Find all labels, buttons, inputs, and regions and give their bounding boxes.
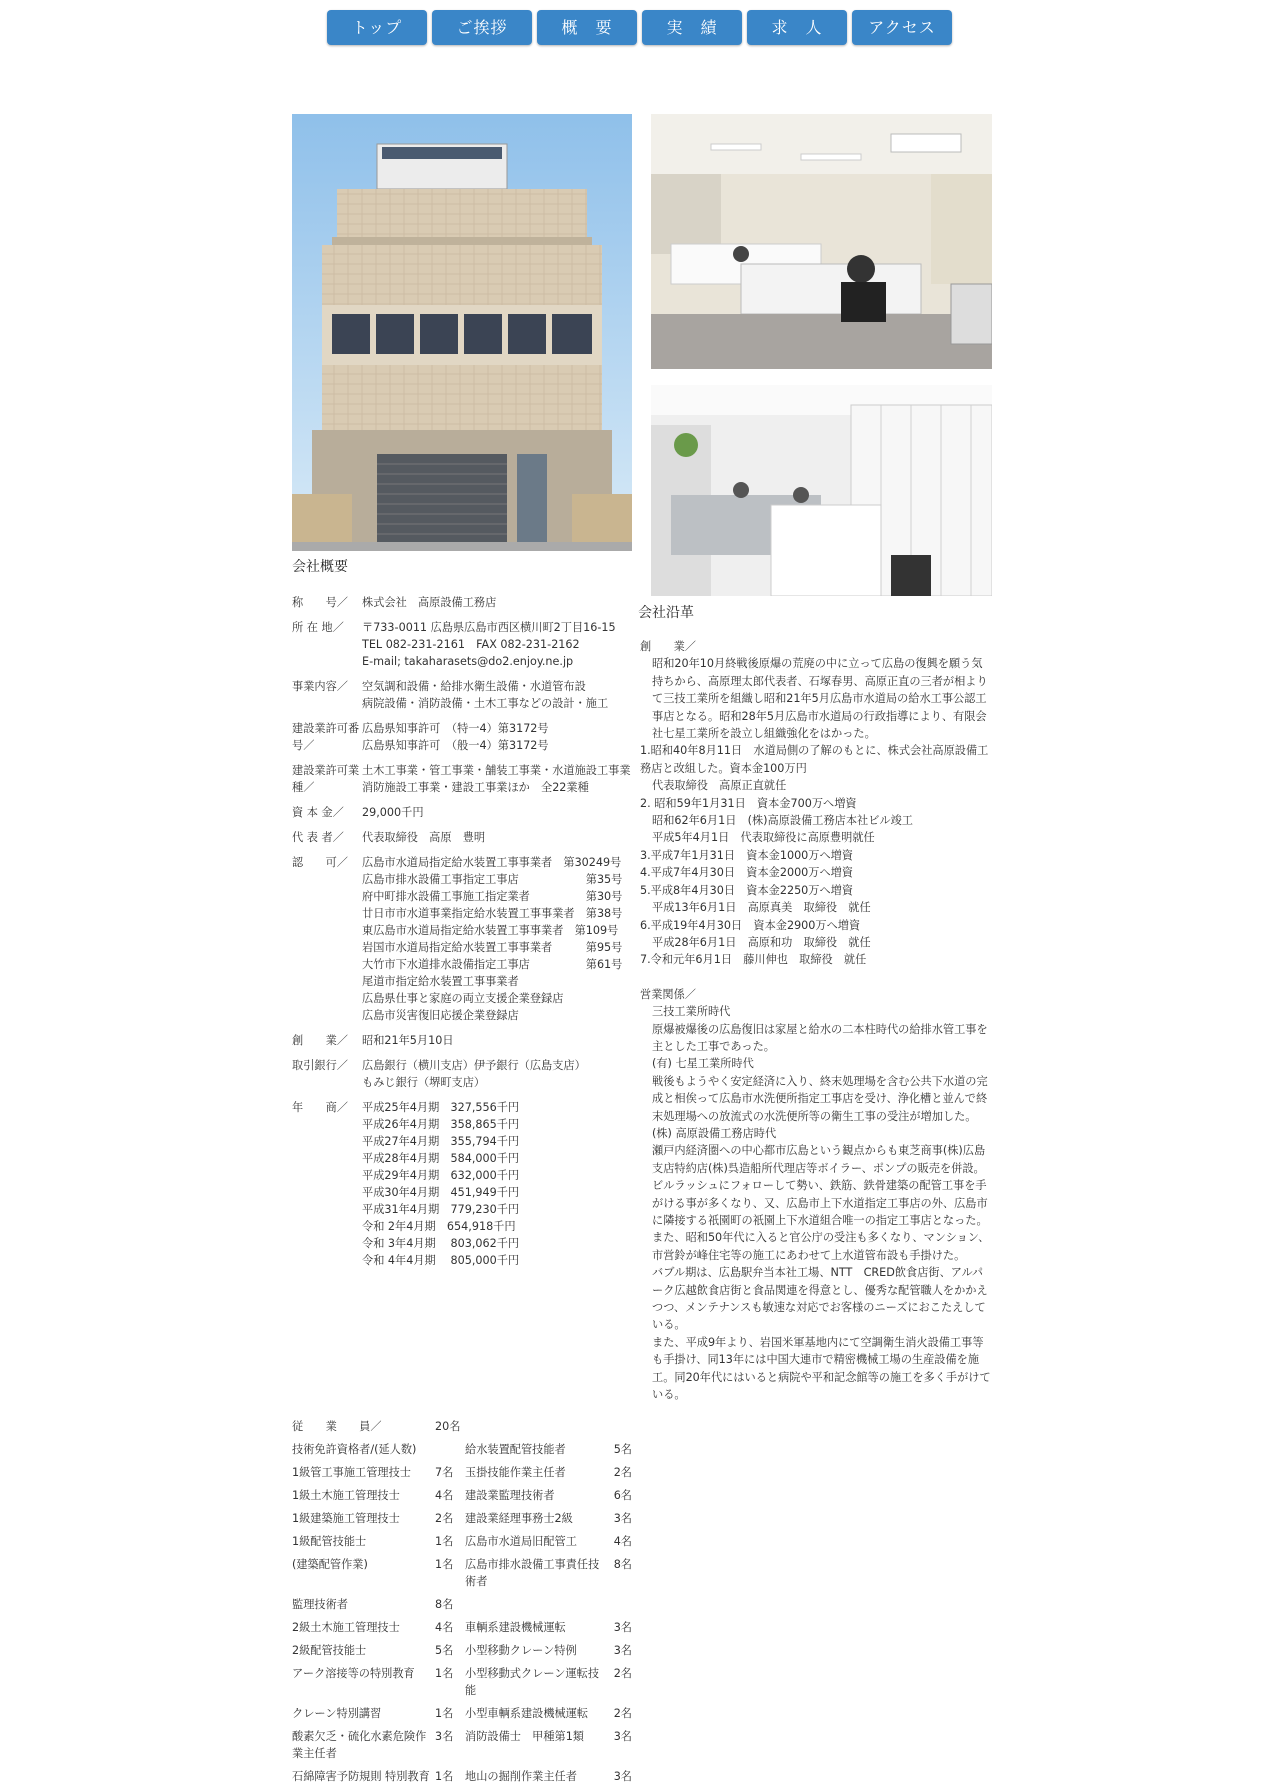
profile-value-line: 平成25年4月期 327,556千円 xyxy=(362,1101,520,1114)
employee-cell-d: 3名 xyxy=(613,1644,632,1657)
history-line: また、平成9年より、岩国米軍基地内にて空調衛生消火設備工事等も手掛け、同13年には中国大連市で精密機械工場の生産設備を施工。同20年代にはいると病院や平和記念館等の施工を多く手がけている。 xyxy=(652,1335,991,1402)
employee-row xyxy=(292,1619,632,1636)
profile-row xyxy=(292,1032,632,1049)
history-line: 営業関係／ xyxy=(640,987,696,1001)
employee-cell-a: クレーン特別講習 xyxy=(292,1707,382,1720)
profile-row xyxy=(292,1099,632,1269)
history-line: 4.平成7年4月30日 資本金2000万へ増資 xyxy=(640,866,854,880)
building-photo xyxy=(292,114,632,551)
profile-value-line: 土木工事業・管工事業・舗装工事業・水道施設工事業 xyxy=(362,764,631,777)
employee-cell-c: 小型移動クレーン特例 xyxy=(465,1644,577,1657)
history-line: 平成28年6月1日 高原和功 取締役 就任 xyxy=(652,935,871,949)
profile-value-line: 広島市排水設備工事指定工事店 第35号 xyxy=(362,873,623,886)
employee-cell-c: 小型車輌系建設機械運転 xyxy=(465,1707,589,1720)
profile-value-line: 29,000千円 xyxy=(362,806,424,819)
profile-value-line: 平成28年4月期 584,000千円 xyxy=(362,1152,520,1165)
profile-value-line: 〒733-0011 広島県広島市西区横川町2丁目16-15 xyxy=(362,621,616,634)
employee-cell-c: 給水装置配管技能者 xyxy=(465,1443,566,1456)
nav-access[interactable]: アクセス xyxy=(852,10,952,45)
employee-cell-a: 2級土木施工管理技士 xyxy=(292,1621,400,1634)
employee-cell-c: 広島市水道局旧配管工 xyxy=(465,1535,577,1548)
history-line: 3.平成7年1月31日 資本金1000万へ増資 xyxy=(640,848,854,862)
employee-row xyxy=(292,1510,632,1527)
employee-cell-c: 地山の掘削作業主任者 xyxy=(465,1770,577,1783)
profile-value xyxy=(362,804,632,821)
profile-value-line: 廿日市市水道事業指定給水装置工事事業者 第38号 xyxy=(362,907,623,920)
profile-value-line: E-mail; takaharasets@do2.enjoy.ne.jp xyxy=(362,655,574,668)
profile-label: 資 本 金／ xyxy=(292,806,344,819)
profile-label: 取引銀行／ xyxy=(292,1059,348,1072)
profile-value-line: 大竹市下水道排水設備指定工事店 第61号 xyxy=(362,958,623,971)
employee-cell-d: 2名 xyxy=(613,1707,632,1720)
employee-row xyxy=(292,1441,632,1458)
employee-cell-b: 1名 xyxy=(435,1707,454,1720)
employee-cell-c: 小型移動式クレーン運転技能 xyxy=(465,1667,600,1697)
employee-cell-d: 5名 xyxy=(613,1443,632,1456)
profile-value xyxy=(362,678,632,712)
history-line: バブル期は、広島駅弁当本社工場、NTT CRED飲食店街、アルパーク広越飲食店街と食品関連を得意とし、優秀な配管職人をかかえつつ、メンテナンスも敏速な対応でお客様のニーズにおこたえしている。 xyxy=(652,1266,988,1332)
employee-row xyxy=(292,1665,632,1699)
employee-cell-a: 1級建築施工管理技士 xyxy=(292,1512,400,1525)
office-photo-2 xyxy=(651,385,992,596)
profile-value xyxy=(362,1099,632,1269)
nav-greeting[interactable]: ご挨拶 xyxy=(432,10,532,45)
employee-cell-d: 2名 xyxy=(613,1667,632,1680)
employee-cell-b: 5名 xyxy=(435,1644,454,1657)
history-line: 6.平成19年4月30日 資本金2900万へ増資 xyxy=(640,918,861,932)
nav-top[interactable]: トップ xyxy=(327,10,427,45)
profile-row xyxy=(292,829,632,846)
company-profile-title: 会社概要 xyxy=(292,559,348,575)
profile-value xyxy=(362,594,632,611)
history-line: 三技工業所時代 xyxy=(652,1005,731,1019)
profile-row xyxy=(292,854,632,1024)
profile-value-line: 昭和21年5月10日 xyxy=(362,1034,454,1047)
employee-header xyxy=(292,1418,632,1435)
employee-count: 20名 xyxy=(435,1420,461,1433)
profile-value-line: 平成31年4月期 779,230千円 xyxy=(362,1203,520,1216)
profile-value-line: 平成30年4月期 451,949千円 xyxy=(362,1186,520,1199)
profile-value xyxy=(362,829,632,846)
profile-value-line: 東広島市水道局指定給水装置工事事業者 第109号 xyxy=(362,924,619,937)
history-line: 2. 昭和59年1月31日 資本金700万へ増資 xyxy=(640,796,857,810)
employee-cell-a: 2級配管技能士 xyxy=(292,1644,367,1657)
profile-value-line: 広島県知事許可 （特一4）第3172号 xyxy=(362,722,549,735)
employee-cell-a: 技術免許資格者/(延人数) xyxy=(292,1443,417,1456)
profile-value xyxy=(362,762,632,796)
employee-cell-a: 1級管工事施工管理技士 xyxy=(292,1466,411,1479)
employee-cell-b: 1名 xyxy=(435,1667,454,1680)
employee-cell-a: 石綿障害予防規則 特別教育 xyxy=(292,1770,430,1783)
nav-overview[interactable]: 概 要 xyxy=(537,10,637,45)
company-history-title: 会社沿革 xyxy=(638,605,694,621)
employee-cell-a: 1級土木施工管理技士 xyxy=(292,1489,400,1502)
profile-label: 創 業／ xyxy=(292,1034,348,1047)
profile-row xyxy=(292,619,632,670)
history-line: 5.平成8年4月30日 資本金2250万へ増資 xyxy=(640,883,854,897)
profile-label: 代 表 者／ xyxy=(292,831,344,844)
profile-value-line: 岩国市水道局指定給水装置工事事業者 第95号 xyxy=(362,941,623,954)
history-line: 昭和20年10月終戦後原爆の荒廃の中に立って広島の復興を願う気持ちから、高原理太郎代表者、石塚春男、高原正直の三者が相よりて三技工業所を組織し昭和21年5月広島市水道局の給水工事公認工事店となる。昭和28年5月広島市水道局の行政指導により、有限会社七星工業所を設立し組織強化をはかった。 xyxy=(652,657,988,741)
history-line: 戦後もようやく安定経済に入り、終末処理場を含む公共下水道の完成と相俟って広島市水洗便所指定工事店を受け、浄化槽と並んで終末処理場への放流式の水洗便所等の衛生工事の受注が増加した。 xyxy=(652,1074,988,1123)
profile-value-line: 空気調和設備・給排水衛生設備・水道管布設 xyxy=(362,680,586,693)
profile-value-line: 広島県仕事と家庭の両立支援企業登録店 xyxy=(362,992,564,1005)
nav-recruit[interactable]: 求 人 xyxy=(747,10,847,45)
company-history-text xyxy=(640,638,992,1403)
employee-cell-b: 8名 xyxy=(435,1598,454,1611)
employee-cell-c: 車輌系建設機械運転 xyxy=(465,1621,566,1634)
employee-cell-a: 酸素欠乏・硫化水素危険作業主任者 xyxy=(292,1730,427,1760)
employee-cell-d: 3名 xyxy=(613,1512,632,1525)
profile-value-line: 尾道市指定給水装置工事事業者 xyxy=(362,975,519,988)
profile-label: 建設業許可番号／ xyxy=(292,722,360,752)
profile-value-line: TEL 082-231-2161 FAX 082-231-2162 xyxy=(362,638,580,651)
history-line xyxy=(640,969,992,986)
profile-row xyxy=(292,720,632,754)
employee-row xyxy=(292,1533,632,1550)
employee-row xyxy=(292,1464,632,1481)
employee-cell-b: 1名 xyxy=(435,1558,454,1571)
profile-label: 事業内容／ xyxy=(292,680,348,693)
employee-cell-b: 4名 xyxy=(435,1621,454,1634)
employee-cell-b xyxy=(435,1441,465,1458)
employee-table xyxy=(292,1418,632,1791)
history-line: 昭和62年6月1日 (株)高原設備工務店本社ビル竣工 xyxy=(652,814,913,828)
main-nav xyxy=(327,10,952,45)
profile-row xyxy=(292,1057,632,1091)
employee-cell-b: 1名 xyxy=(435,1770,454,1783)
employee-cell-a: 1級配管技能士 xyxy=(292,1535,367,1548)
employee-row xyxy=(292,1642,632,1659)
profile-value xyxy=(362,1032,632,1049)
profile-value xyxy=(362,720,632,754)
profile-value-line: 代表取締役 高原 豊明 xyxy=(362,831,486,844)
profile-row xyxy=(292,594,632,611)
employee-cell-c: 玉掛技能作業主任者 xyxy=(465,1466,566,1479)
employee-row xyxy=(292,1705,632,1722)
nav-results[interactable]: 実 績 xyxy=(642,10,742,45)
profile-value-line: 府中町排水設備工事施工指定業者 第30号 xyxy=(362,890,623,903)
employee-cell-a: (建築配管作業) xyxy=(292,1558,368,1571)
profile-value-line: 広島県知事許可 （般一4）第3172号 xyxy=(362,739,549,752)
profile-label: 建設業許可業種／ xyxy=(292,764,360,794)
profile-row xyxy=(292,804,632,821)
employee-row xyxy=(292,1768,632,1785)
history-line: 1.昭和40年8月11日 水道局側の了解のもとに、株式会社高原設備工務店と改組した。資本金100万円 xyxy=(640,744,989,775)
employee-cell-d: 3名 xyxy=(613,1621,632,1634)
profile-value-line: もみじ銀行（堺町支店） xyxy=(362,1076,486,1089)
employee-cell-a: アーク溶接等の特別教育 xyxy=(292,1667,415,1680)
profile-value-line: 広島市水道局指定給水装置工事事業者 第30249号 xyxy=(362,856,622,869)
employee-cell-c: 広島市排水設備工事責任技術者 xyxy=(465,1558,600,1588)
profile-value-line: 令和 3年4月期 803,062千円 xyxy=(362,1237,520,1250)
history-line: 平成13年6月1日 高原真美 取締役 就任 xyxy=(652,901,871,915)
employee-cell-d: 6名 xyxy=(613,1489,632,1502)
employee-cell-b: 1名 xyxy=(435,1535,454,1548)
profile-row xyxy=(292,678,632,712)
employee-label: 従 業 員／ xyxy=(292,1420,382,1433)
company-profile-list xyxy=(292,594,632,1277)
profile-value-line: 平成27年4月期 355,794千円 xyxy=(362,1135,520,1148)
employee-row xyxy=(292,1728,632,1762)
employee-cell-d xyxy=(608,1596,632,1613)
office-photo-1 xyxy=(651,114,992,369)
employee-cell-b: 4名 xyxy=(435,1489,454,1502)
employee-row xyxy=(292,1556,632,1590)
history-line: 創 業／ xyxy=(640,640,696,653)
employee-cell-b: 2名 xyxy=(435,1512,454,1525)
employee-cell-d: 8名 xyxy=(613,1558,632,1571)
employee-cell-c: 建設業監理技術者 xyxy=(465,1489,555,1502)
profile-value-line: 平成29年4月期 632,000千円 xyxy=(362,1169,520,1182)
profile-value xyxy=(362,854,632,1024)
history-line: (有) 七星工業所時代 xyxy=(652,1057,754,1071)
profile-label: 認 可／ xyxy=(292,856,348,869)
history-line: 瀬戸内経済圏への中心都市広島という観点からも東芝商事(株)広島支店特約店(株)呉造船所代理店等ボイラー、ポンプの販売を併設。ビルラッシュにフォローして勢い、鉄筋、鉄骨建築の配管工事を手がける事が多くなり、又、広島市上下水道指定工事店の外、広島市に隣接する祇園町の祇園上下水道組合唯一の指定工事店となった。 xyxy=(652,1144,988,1227)
profile-row xyxy=(292,762,632,796)
history-line: 代表取締役 高原正直就任 xyxy=(652,779,787,793)
employee-row xyxy=(292,1596,632,1613)
employee-cell-b: 7名 xyxy=(435,1466,454,1479)
profile-value-line: 株式会社 高原設備工務店 xyxy=(362,596,497,609)
profile-value-line: 広島銀行（横川支店）伊予銀行（広島支店） xyxy=(362,1059,586,1072)
employee-cell-d: 2名 xyxy=(613,1466,632,1479)
employee-cell-c: 建設業経理事務士2級 xyxy=(465,1512,573,1525)
profile-value-line: 令和 4年4月期 805,000千円 xyxy=(362,1254,520,1267)
employee-cell-c: 消防設備士 甲種第1類 xyxy=(465,1730,584,1743)
history-line: 平成5年4月1日 代表取締役に高原豊明就任 xyxy=(652,831,875,845)
employee-cell-c xyxy=(465,1596,608,1613)
employee-cell-d: 4名 xyxy=(613,1535,632,1548)
profile-value-line: 平成26年4月期 358,865千円 xyxy=(362,1118,520,1131)
employee-cell-b: 3名 xyxy=(435,1730,454,1743)
employee-row xyxy=(292,1487,632,1504)
profile-label: 称 号／ xyxy=(292,596,348,609)
employee-cell-a: 監理技術者 xyxy=(292,1598,348,1611)
history-line: 7.令和元年6月1日 藤川伸也 取締役 就任 xyxy=(640,953,867,967)
history-line: (株) 高原設備工務店時代 xyxy=(652,1126,777,1140)
employee-cell-d: 3名 xyxy=(613,1770,632,1783)
profile-label: 所 在 地／ xyxy=(292,621,344,634)
employee-cell-d: 3名 xyxy=(613,1730,632,1743)
profile-value-line: 消防施設工事業・建設工事業ほか 全22業種 xyxy=(362,781,589,794)
profile-label: 年 商／ xyxy=(292,1101,348,1114)
history-line: 原爆被爆後の広島復旧は家屋と給水の二本柱時代の給排水管工事を主とした工事であった。 xyxy=(652,1022,988,1053)
profile-value xyxy=(362,619,632,670)
history-line: また、昭和50年代に入ると官公庁の受注も多くなり、マンション、市営鈴が峰住宅等の施工にあわせて上水道管布設も手掛けた。 xyxy=(652,1231,990,1262)
profile-value xyxy=(362,1057,632,1091)
profile-value-line: 広島市災害復旧応援企業登録店 xyxy=(362,1009,519,1022)
profile-value-line: 病院設備・消防設備・土木工事などの設計・施工 xyxy=(362,697,609,710)
profile-value-line: 令和 2年4月期 654,918千円 xyxy=(362,1220,516,1233)
